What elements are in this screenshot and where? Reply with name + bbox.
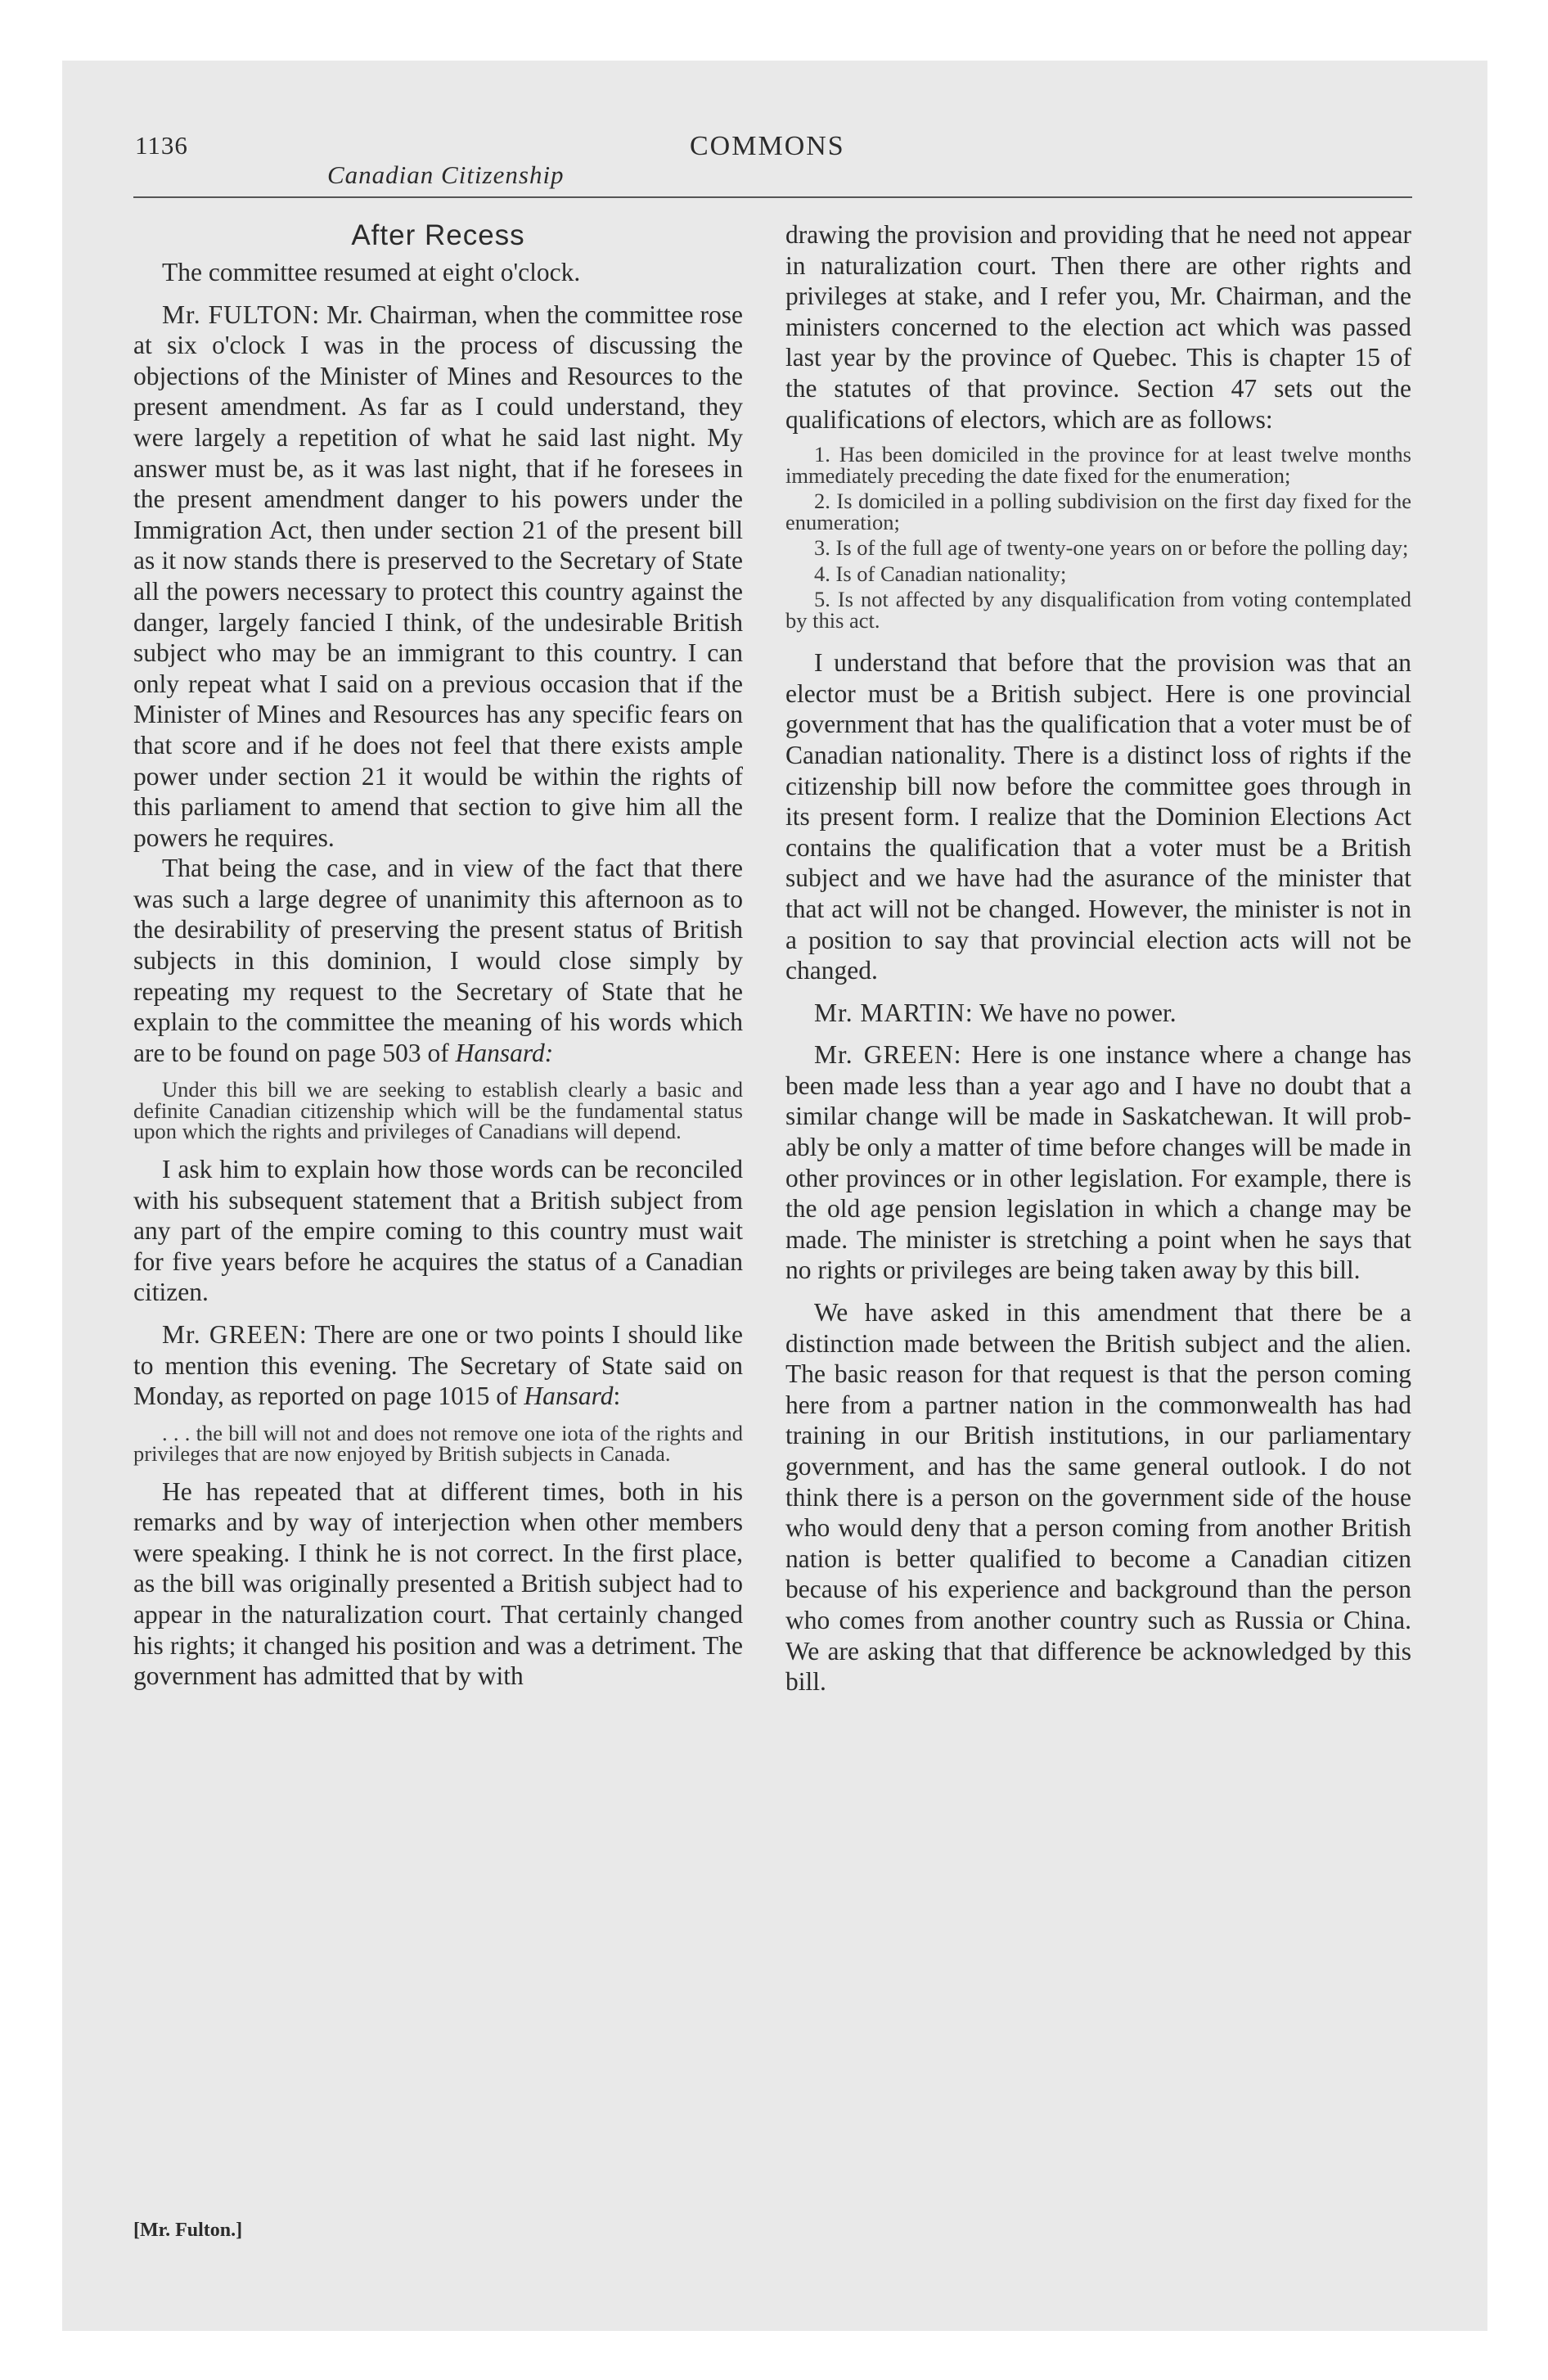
running-title: Canadian Citizenship	[327, 160, 565, 189]
right-column	[785, 219, 1411, 1697]
speaker-name: Mr. MARTIN:	[814, 998, 974, 1027]
paragraph	[785, 1039, 1411, 1286]
paragraph: We have asked in this amendment that there be a distinction made between the British subject and the alien. The basic reason for that request is that the person coming here from a partner nation in the commonwealth has had training in our British institutions, in our parliamentary government, and has the same general outlook. I do not think there is a person on the government side of the house who would deny that a person coming from another British nation is better qualified to become a Canadian citizen because of his experience and background than the person who comes from another country such as Russia or China. We are asking that that difference be acknowledged by this bill.	[785, 1298, 1411, 1697]
speaker-footnote: [Mr. Fulton.]	[133, 2220, 243, 2241]
list-item: 5. Is not affected by any disqualification from voting contemplated by this act.	[785, 587, 1411, 633]
section-heading: After Recess	[351, 219, 525, 251]
speech-text: Here is one instance where a change has been made less than a year ago and I have no doubt that a similar change will be made in Saskatchewan. It will probably be only a matter of time before changes will be made in other provinces or in other legislation. For example, there is the old age pension legislation in which a change may be made. The minister is stretching a point when he says that no rights or privileges are being taken away by this bill.	[785, 1040, 1412, 1285]
speech-text: There are one or two points I should like to mention this evening. The Secretary of State said on Monday, as reported on page 1015 of	[133, 1319, 743, 1411]
speaker-name: Mr. FULTON:	[162, 300, 321, 329]
speech-text: Mr. Chairman, when the committee rose at six o'clock I was in the process of discussing the objections of the Minister of Mines and Resources to the present amendment. As far as I could understand, they were largely a repetition of what he said last night. My answer must be, as it was last night, that if he foresees in the present amendment danger to his powers under the Immigration Act, then under section 21 of the present bill as it now stands there is preserved to the Secretary of State all the powers necessary to protect this country against the danger, largely fancied I think, of the undesirable British subject who may be an immigrant to this country. I can only repeat what I said on a previous occasion that if the Minister of Mines and Resources has any specific fears on that score and if he does not feel that there exists ample power under section 21 it would be within the rights of this parliament to amend that section to give him all the powers he requires.	[133, 300, 743, 852]
paragraph: I ask him to explain how those words can be reconciled with his subsequent statement that a British subject from any part of the empire coming to this country must wait for five years before he acquires the status of a Canadian citizen.	[133, 1154, 743, 1307]
paragraph: The committee resumed at eight o'clock.	[162, 258, 581, 286]
punctuation: :	[613, 1382, 621, 1411]
header-rule	[133, 196, 1412, 198]
speaker-name: Mr. GREEN:	[814, 1040, 962, 1070]
list-item: 3. Is of the full age of twenty-one years on or before the polling day;	[814, 535, 1409, 561]
left-column	[133, 219, 743, 1692]
paragraph: He has repeated that at different times, both in his remarks and by way of interjection when other members were speaking. I think he is not correct. In the first place, as the bill was originally presented a British subject had to appear in the naturalization court. That certainly changed his rights; it changed his position and was a detriment. The government has admitted that by with	[133, 1476, 743, 1691]
page-number: 1136	[135, 131, 188, 160]
hansard-reference: Hansard:	[455, 1038, 554, 1067]
block-quote: . . . the bill will not and does not remove one iota of the rights and privileges that are now enjoyed by British subjects in Canada.	[133, 1420, 743, 1467]
house-name: COMMONS	[690, 131, 845, 161]
paragraph	[133, 853, 743, 1068]
speech-text: That being the case, and in view of the fact that there was such a large degree of unanimity this afternoon as to the desirability of preserving the present status of British subjects in this dominion, I would close simply by repeating my request to the Secretary of State that he explain to the committee the meaning of his words which are to be found on page 503 of	[133, 854, 743, 1067]
list-item: 4. Is of Canadian nationality;	[814, 561, 1067, 586]
paragraph	[133, 300, 743, 854]
list-item: 2. Is domiciled in a polling subdivision on the first day fixed for the enumeration;	[785, 489, 1411, 534]
paragraph	[133, 1319, 743, 1412]
block-quote: Under this bill we are seeking to establish clearly a basic and definite Canadian citizenship which will be the fundamental status upon which the rights and privileges of Canadians will depend.	[133, 1077, 743, 1144]
paragraph	[785, 998, 1411, 1029]
paragraph: I understand that before that the provision was that an elector must be a British subject. Here is one provincial government that has the qualification that a voter must be of Canadian nationality. There is a distinct loss of rights if the citizenship bill now before the committee goes through in its present form. I realize that the Dominion Elections Act contains the qualification that a voter must be a British subject and we have had the asurance of the minister that that act will not be changed. However, the minister is not in a position to say that provincial election acts will not be changed.	[785, 648, 1411, 985]
speech-text: We have no power.	[979, 998, 1177, 1027]
hansard-reference: Hansard	[524, 1382, 614, 1411]
speaker-name: Mr. GREEN:	[162, 1319, 308, 1349]
list-item: 1. Has been domiciled in the province for at least twelve months immediately preceding the date fixed for the enumeration;	[785, 442, 1411, 488]
paragraph: drawing the provision and providing that he need not appear in naturalization court. Then there are other rights and privileges at stake, and I refer you, Mr. Chairman, and the ministers concerned to the election act which was passed last year by the province of Quebec. This is chapter 15 of the statutes of that province. Section 47 sets out the qualifications of electors, which are as follows:	[785, 220, 1411, 434]
